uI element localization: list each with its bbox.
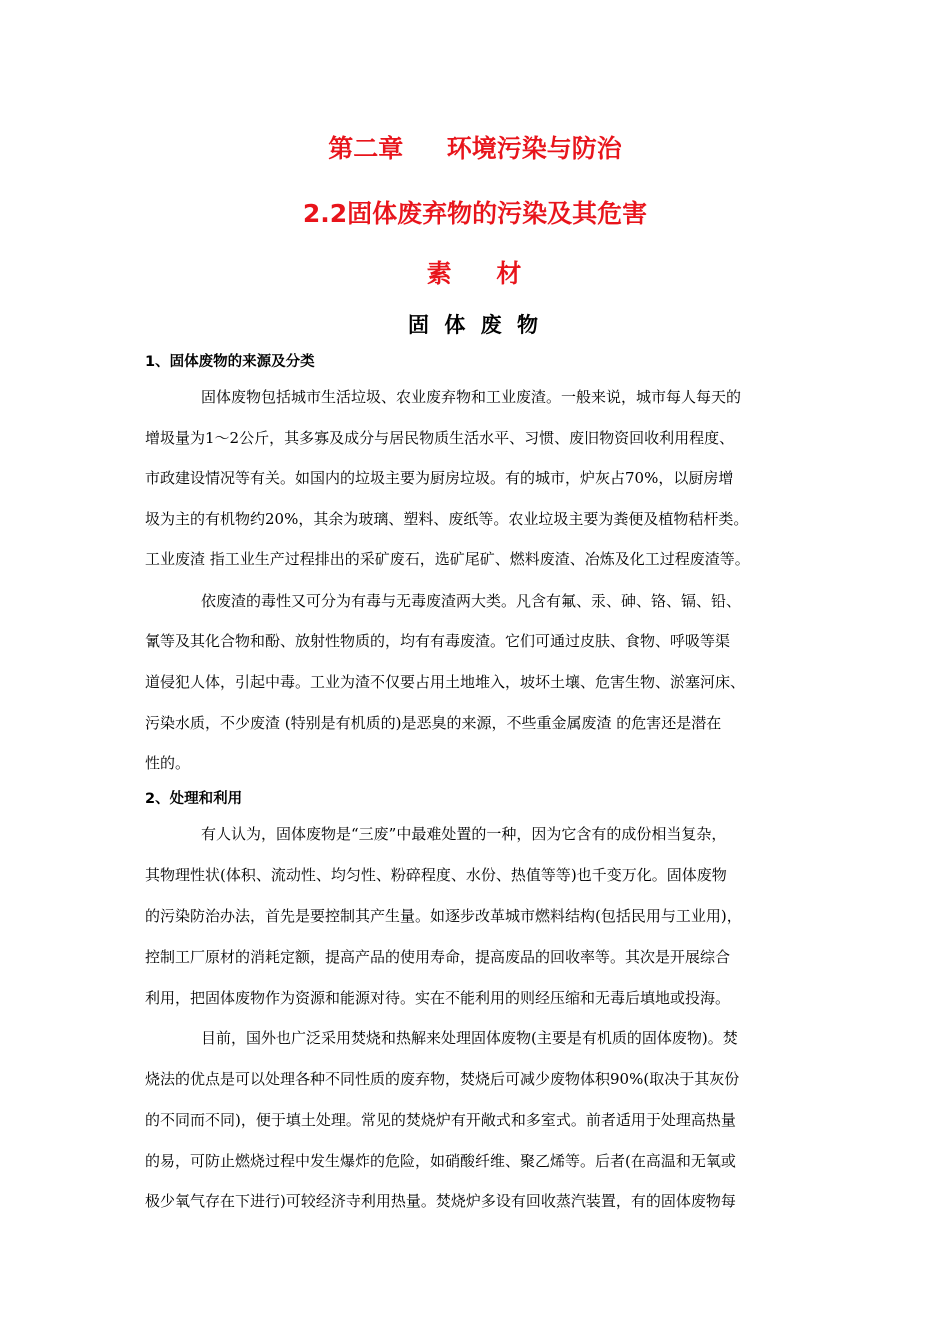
section-title: 2.2固体废弃物的污染及其危害 xyxy=(302,199,648,228)
paragraph-line: 增圾量为1～2公斤，其多寡及成分与居民物质生活水平、习惯、废旧物资回收利用程度、 xyxy=(145,429,735,447)
paragraph-line: 有人认为，固体废物是“三废”中最难处置的一种，因为它含有的成份相当复杂， xyxy=(201,825,727,843)
paragraph-line: 的污染防治办法，首先是要控制其产生量。如逐步改革城市燃料结构(包括民用与工业用)， xyxy=(145,907,742,925)
paragraph-line: 市政建设情况等有关。如国内的垃圾主要为厨房垃圾。有的城市，炉灰占70%，以厨房增 xyxy=(145,469,734,487)
paragraph-line: 性的。 xyxy=(145,754,191,772)
paragraph-line: 目前，国外也广泛采用焚烧和热解来处理固体废物(主要是有机质的固体废物)。焚 xyxy=(201,1029,738,1047)
paragraph-line: 依废渣的毒性又可分为有毒与无毒废渣两大类。凡含有氟、汞、砷、铬、镉、铅、 xyxy=(201,592,742,610)
section-heading-sources: 1、固体废物的来源及分类 xyxy=(145,354,315,370)
paragraph-line: 污染水质，不少废渣 (特别是有机质的)是恶臭的来源，不些重金属废渣 的危害还是潜在 xyxy=(145,714,722,732)
paragraph-line: 其物理性状(体积、流动性、均匀性、粉碎程度、水份、热值等等)也千变万化。固体废物 xyxy=(145,866,727,884)
paragraph-line: 圾为主的有机物约20%，其余为玻璃、塑料、废纸等。农业垃圾主要为粪便及植物秸杆类。 xyxy=(145,510,749,528)
paragraph-line: 极少氧气存在下进行)可较经济寺利用热量。焚烧炉多设有回收蒸汽装置，有的固体废物每 xyxy=(145,1192,736,1210)
paragraph-line: 烧法的优点是可以处理各种不同性质的废弃物，焚烧后可减少废物体积90%(取决于其灰份 xyxy=(145,1070,740,1088)
paragraph-line: 工业废渣 指工业生产过程排出的采矿废石，选矿尾矿、燃料废渣、冶炼及化工过程废渣等。 xyxy=(145,550,750,568)
paragraph-line: 道侵犯人体，引起中毒。工业为渣不仅要占用土地堆入，坡坏土壤、危害生物、淤塞河床、 xyxy=(145,673,746,691)
paragraph-line: 固体废物包括城市生活垃圾、农业废弃物和工业废渣。一般来说，城市每人每天的 xyxy=(201,388,742,406)
paragraph-line: 的不同而不同)，便于填土处理。常见的焚烧炉有开敞式和多室式。前者适用于处理高热量 xyxy=(145,1111,736,1129)
paragraph-line: 控制工厂原材的消耗定额，提高产品的使用寿命，提高废品的回收率等。其次是开展综合 xyxy=(145,948,731,966)
material-label: 素 材 xyxy=(426,259,524,288)
paragraph-line: 利用，把固体废物作为资源和能源对待。实在不能利用的则经压缩和无毒后填地或投海。 xyxy=(145,989,731,1007)
paragraph-line: 氰等及其化合物和酚、放射性物质的，均有有毒废渣。它们可通过皮肤、食物、呼吸等渠 xyxy=(145,632,731,650)
chapter-title: 第二章 环境污染与防治 xyxy=(328,134,622,163)
section-heading-treatment: 2、处理和利用 xyxy=(145,791,243,807)
paragraph-line: 的易，可防止燃烧过程中发生爆炸的危险，如硝酸纤维、聚乙烯等。后者(在高温和无氧或 xyxy=(145,1152,736,1170)
topic-title: 固 体 废 物 xyxy=(408,313,542,337)
